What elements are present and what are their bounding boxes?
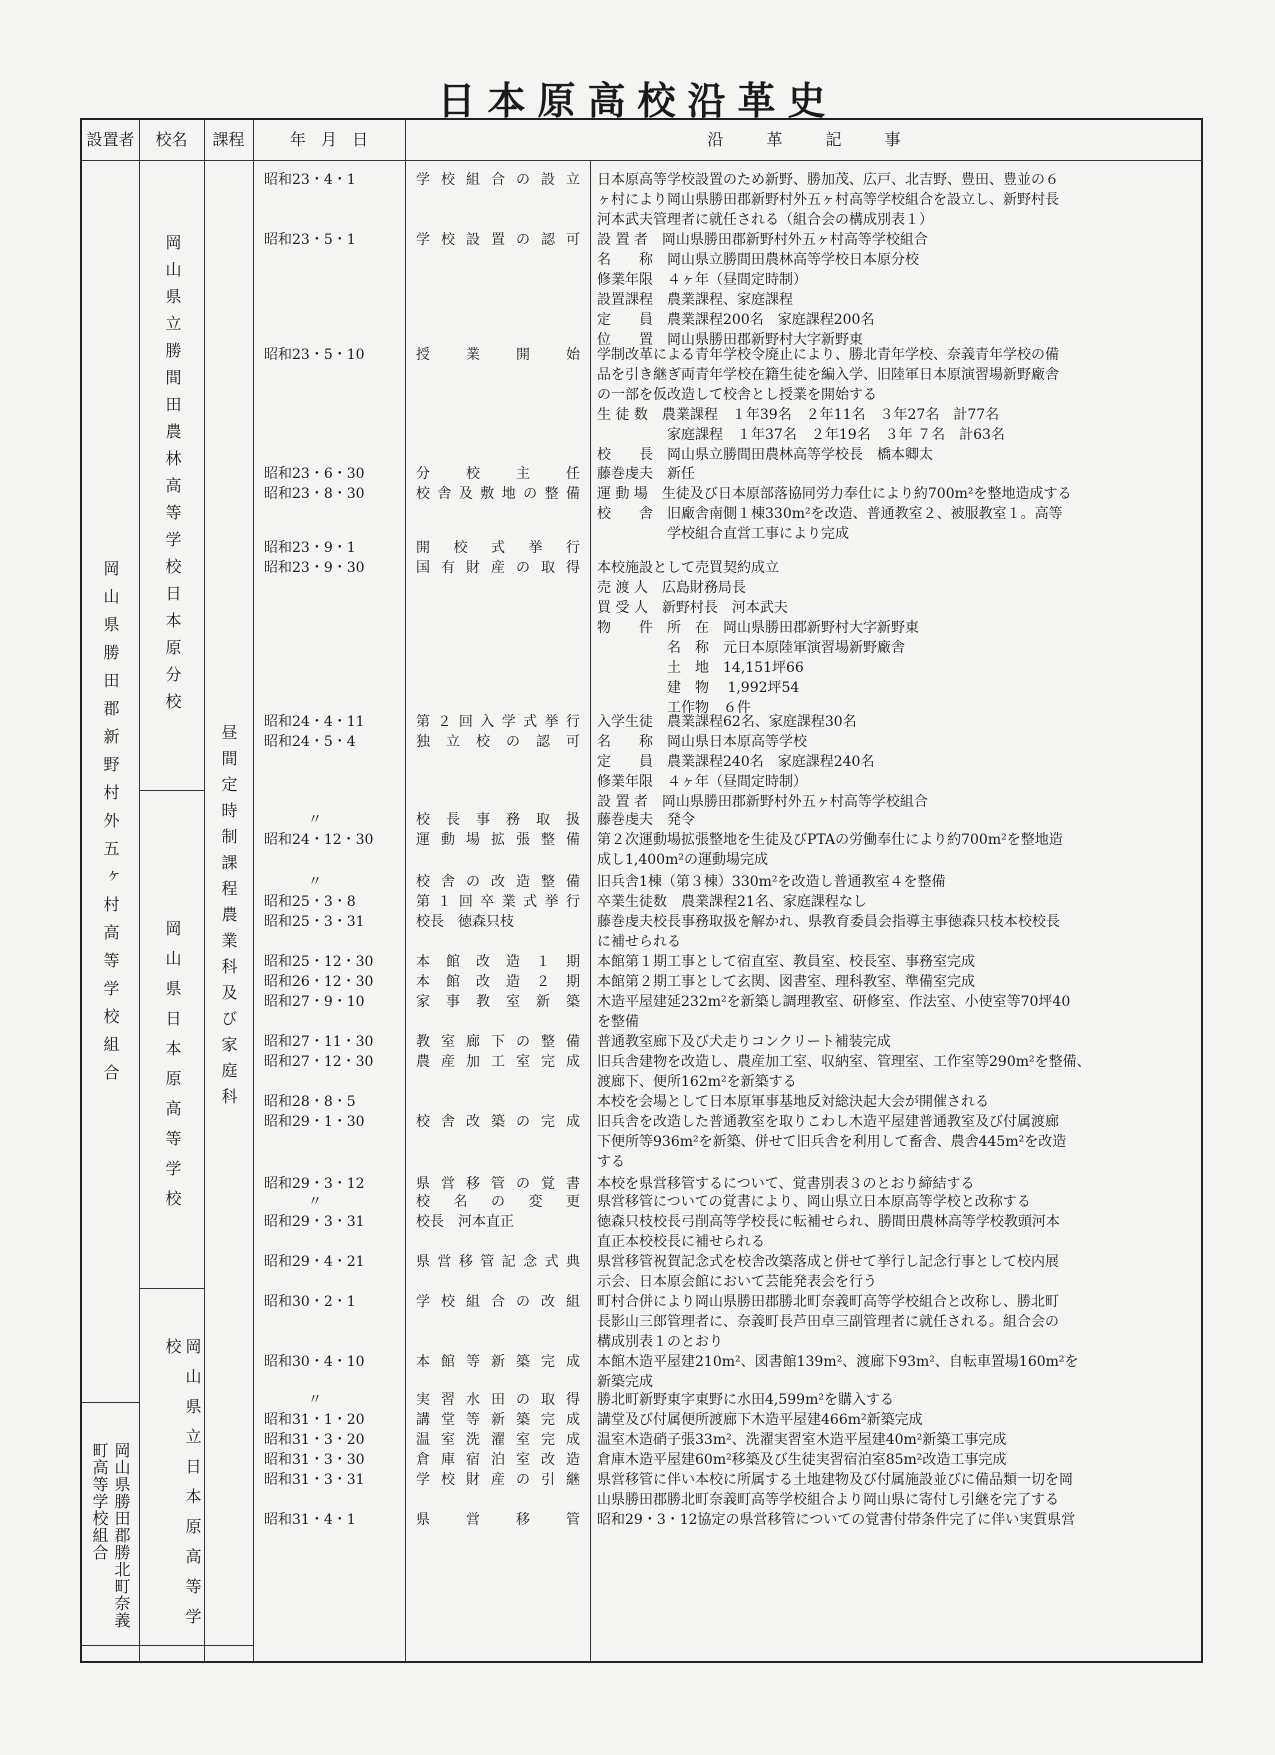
row-event: 授業開始 — [416, 347, 580, 363]
detail-line: 品を引き継ぎ両青年学校在籍生徒を編入学、旧陸軍日本原演習場新野廠舎 — [597, 367, 1059, 383]
row-event: 学校設置の認可 — [416, 232, 580, 248]
detail-line: 生 徒 数 農業課程 １年39名 ２年11名 ３年27名 計77名 — [597, 407, 1000, 423]
detail-line: 名 称 岡山県立勝間田農林高等学校日本原分校 — [597, 252, 919, 268]
header-school: 校名 — [155, 130, 188, 149]
detail-line: 土 地 14,151坪66 — [597, 660, 804, 676]
detail-line: 買 受 人 新野村長 河本武夫 — [597, 600, 788, 616]
row-date: 昭和23・4・1 — [264, 172, 356, 188]
row-details — [597, 1112, 1195, 1172]
detail-line: 修業年限 ４ヶ年（昼間定時制） — [597, 774, 807, 790]
row-event: 県営移管の覚書 — [416, 1176, 580, 1192]
row-date: 昭和23・8・30 — [264, 486, 365, 502]
detail-line: 学制改革による青年学校令廃止により、勝北青年学校、奈義青年学校の備 — [597, 347, 1059, 363]
row-details — [597, 558, 1195, 718]
column-divider — [590, 160, 591, 1661]
row-details — [597, 1470, 1195, 1510]
row-date: 昭和31・3・31 — [264, 1472, 365, 1488]
row-details — [597, 952, 1195, 972]
detail-line: 運 動 場 生徒及び日本原部落協同労力奉仕により約700m²を整地造成する — [597, 486, 1072, 502]
row-details — [597, 992, 1195, 1032]
detail-line: 河本武夫管理者に就任される（組合会の構成別表１） — [597, 212, 933, 228]
row-event: 温室洗濯室完成 — [416, 1432, 580, 1448]
detail-line: 売 渡 人 広島財務局長 — [597, 580, 746, 596]
detail-line: 設 置 者 岡山県勝田郡新野村外五ヶ村高等学校組合 — [597, 794, 928, 810]
row-date: 〃 — [308, 874, 322, 890]
school-1: 岡山県立勝間田農林高等学校日本原分校 — [163, 234, 182, 720]
detail-line: に補せられる — [597, 934, 681, 950]
row-event: 第２回入学式挙行 — [416, 714, 580, 730]
detail-line: 県営移管祝賀記念式を校舎改築落成と併せて挙行し記念行事として校内展 — [597, 1254, 1059, 1270]
row-details — [597, 1252, 1195, 1292]
detail-line: 旧兵舎1棟（第３棟）330m²を改造し普通教室４を整備 — [597, 874, 946, 890]
row-details — [597, 892, 1195, 912]
detail-line: 工作物 ６件 — [597, 700, 751, 716]
detail-line: 定 員 農業課程200名 家庭課程200名 — [597, 312, 875, 328]
row-event: 分校主任 — [416, 466, 580, 482]
row-details — [597, 810, 1195, 830]
detail-line: ヶ村により岡山県勝田郡新野村外五ヶ村高等学校組合を設立し、新野村長 — [597, 192, 1059, 208]
founder-2: 岡山県勝田郡勝北町奈義町高等学校組合 — [90, 1442, 131, 1629]
history-table — [80, 118, 1203, 1663]
row-date: 昭和23・9・1 — [264, 540, 356, 556]
detail-line: 修業年限 ４ヶ年（昼間定時制） — [597, 272, 807, 288]
row-details — [597, 912, 1195, 952]
row-details — [597, 345, 1195, 465]
detail-line: 成し1,400m²の運動場完成 — [597, 852, 768, 868]
row-event: 第１回卒業式挙行 — [416, 894, 580, 910]
row-event: 独立校の認可 — [416, 734, 580, 750]
row-details — [597, 830, 1195, 870]
detail-line: 設 置 者 岡山県勝田郡新野村外五ヶ村高等学校組合 — [597, 232, 928, 248]
detail-line: 講堂及び付属便所渡廊下木造平屋建466m²新築完成 — [597, 1412, 923, 1428]
detail-line: 徳森只枝校長弓削高等学校長に転補せられ、勝間田農林高等学校教頭河本 — [597, 1214, 1060, 1230]
row-details — [597, 872, 1195, 892]
detail-line: 設置課程 農業課程、家庭課程 — [597, 292, 793, 308]
detail-line: 県営移管についての覚書により、岡山県立日本原高等学校と改称する — [597, 1194, 1031, 1210]
detail-line: 本館第１期工事として宿直室、教員室、校長室、事務室完成 — [597, 954, 975, 970]
row-event: 国有財産の取得 — [416, 560, 580, 576]
row-date: 昭和31・3・30 — [264, 1452, 365, 1468]
row-details — [597, 1212, 1195, 1252]
row-event: 学校財産の引継 — [416, 1472, 580, 1488]
row-event: 講堂等新築完成 — [416, 1412, 580, 1428]
detail-line: 温室木造硝子張33m²、洗濯実習室木造平屋建40m²新築工事完成 — [597, 1432, 1007, 1448]
row-date: 昭和27・9・10 — [264, 994, 365, 1010]
detail-line: 本館木造平屋建210m²、図書館139m²、渡廊下93m²、自転車置場160m²を — [597, 1354, 1079, 1370]
row-event: 校舎改築の完成 — [416, 1114, 580, 1130]
row-details — [597, 1292, 1195, 1352]
row-event: 学校組合の改組 — [416, 1294, 580, 1310]
detail-line: 旧兵舎建物を改造し、農産加工室、収納室、管理室、工作室等290m²を整備、 — [597, 1054, 1091, 1070]
row-details — [597, 1192, 1195, 1212]
row-event: 本館等新築完成 — [416, 1354, 580, 1370]
header-founder: 設置者 — [86, 130, 135, 149]
detail-line: 下便所等936m²を新築、併せて旧兵舎を利用して畜舎、農舎445m²を改造 — [597, 1134, 1067, 1150]
founder-1: 岡山県勝田郡新野村外五ヶ村高等学校組合 — [101, 560, 120, 1092]
row-date: 昭和23・5・10 — [264, 347, 365, 363]
header-divider — [82, 160, 1203, 161]
row-event: 学校組合の設立 — [416, 172, 580, 188]
row-date: 昭和24・4・11 — [264, 714, 365, 730]
detail-line: 本校を県営移管するについて、覚書別表３のとおり締結する — [597, 1176, 975, 1192]
detail-line: 渡廊下、便所162m²を新築する — [597, 1074, 797, 1090]
detail-line: 木造平屋建延232m²を新築し調理教室、研修室、作法室、小使室等70坪40 — [597, 994, 1071, 1010]
detail-line: 本校を会場として日本原軍事基地反対総決起大会が開催される — [597, 1094, 989, 1110]
row-details — [597, 1052, 1195, 1092]
row-event: 校舎の改造整備 — [416, 874, 580, 890]
row-date: 昭和29・3・31 — [264, 1214, 365, 1230]
row-event: 校舎及敷地の整備 — [416, 486, 580, 502]
row-event: 本館改造１期 — [416, 954, 580, 970]
row-event: 実習水田の取得 — [416, 1392, 580, 1408]
detail-line: 普通教室廊下及び犬走りコンクリート補装完成 — [597, 1034, 891, 1050]
row-date: 〃 — [308, 1392, 322, 1408]
detail-line: 入学生徒 農業課程62名、家庭課程30名 — [597, 714, 857, 730]
row-date: 昭和29・1・30 — [264, 1114, 365, 1130]
school-divider — [139, 1288, 204, 1289]
row-date: 昭和30・2・1 — [264, 1294, 356, 1310]
row-date: 昭和29・4・21 — [264, 1254, 365, 1270]
detail-line: 卒業生徒数 農業課程21名、家庭課程なし — [597, 894, 867, 910]
row-date: 昭和31・1・20 — [264, 1412, 365, 1428]
detail-line: 構成別表１のとおり — [597, 1334, 723, 1350]
row-event: 農産加工室完成 — [416, 1054, 580, 1070]
row-event: 教室廊下の整備 — [416, 1034, 580, 1050]
row-date: 昭和25・3・8 — [264, 894, 356, 910]
row-event: 校長事務取扱 — [416, 812, 580, 828]
row-details — [597, 1032, 1195, 1052]
detail-line: 旧兵舎を改造した普通教室を取りこわし木造平屋建普通教室及び付属渡廊 — [597, 1114, 1059, 1130]
founder-divider — [82, 1402, 139, 1403]
header-course: 課程 — [212, 130, 245, 149]
row-event: 校名の変更 — [416, 1194, 580, 1210]
row-details — [597, 1430, 1195, 1450]
detail-line: 物 件 所 在 岡山県勝田郡新野村大字新野東 — [597, 620, 919, 636]
row-date: 昭和29・3・12 — [264, 1176, 365, 1192]
row-date: 昭和24・5・4 — [264, 734, 356, 750]
row-date: 昭和27・11・30 — [264, 1034, 374, 1050]
row-details — [597, 972, 1195, 992]
school-3: 岡山県立日本原高等学校 — [163, 1338, 202, 1638]
row-details — [597, 1174, 1195, 1194]
detail-line: 新築完成 — [597, 1374, 653, 1390]
detail-line: 校 長 岡山県立勝間田農林高等学校長 橋本卿太 — [597, 447, 933, 463]
row-details — [597, 1410, 1195, 1430]
school-2: 岡山県日本原高等学校 — [163, 920, 182, 1220]
detail-line: 勝北町新野東字東野に水田4,599m²を購入する — [597, 1392, 894, 1408]
row-details — [597, 1352, 1195, 1392]
detail-line: 学校組合直営工事により完成 — [597, 526, 849, 542]
row-date: 昭和31・3・20 — [264, 1432, 365, 1448]
header-events: 沿 革 記 事 — [707, 130, 901, 149]
row-date: 〃 — [308, 812, 322, 828]
row-event: 倉庫宿泊室改造 — [416, 1452, 580, 1468]
detail-line: 長影山三郎管理者に、奈義町長芦田卓三副管理者に就任される。組合会の — [597, 1314, 1059, 1330]
row-date: 昭和23・6・30 — [264, 466, 365, 482]
row-date: 昭和25・12・30 — [264, 954, 374, 970]
row-event: 開校式挙行 — [416, 540, 580, 556]
row-event: 校長 徳森只枝 — [416, 914, 514, 930]
row-date: 〃 — [308, 1194, 322, 1210]
detail-line: 校 舎 旧廠舎南側１棟330m²を改造、普通教室２、被服教室１。高等 — [597, 506, 1063, 522]
column-divider — [139, 120, 140, 1661]
detail-line: 建 物 1,992坪54 — [597, 680, 800, 696]
detail-line: 示会、日本原会館において芸能発表会を行う — [597, 1274, 877, 1290]
row-date: 昭和24・12・30 — [264, 832, 374, 848]
row-details — [597, 712, 1195, 732]
detail-line: 藤巻虔夫校長事務取扱を解かれ、県教育委員会指導主事徳森只枝本校校長 — [597, 914, 1060, 930]
row-event: 家事教室新築 — [416, 994, 580, 1010]
detail-line: を整備 — [597, 1014, 639, 1030]
row-details — [597, 1390, 1195, 1410]
detail-line: 藤巻虔夫 発令 — [597, 812, 695, 828]
detail-line: 倉庫木造平屋建60m²移築及び生徒実習宿泊室85m²改造工事完成 — [597, 1452, 1007, 1468]
row-date: 昭和26・12・30 — [264, 974, 374, 990]
detail-line: 町村合併により岡山県勝田郡勝北町奈義町高等学校組合と改称し、勝北町 — [597, 1294, 1059, 1310]
row-date: 昭和23・5・1 — [264, 232, 356, 248]
row-details — [597, 484, 1195, 544]
row-details — [597, 230, 1195, 350]
school-divider — [139, 790, 204, 791]
header-date: 年 月 日 — [289, 130, 369, 149]
row-date: 昭和25・3・31 — [264, 914, 365, 930]
row-date: 昭和31・4・1 — [264, 1512, 356, 1528]
course-label: 昼間定時制課程農業科及び家庭科 — [219, 724, 238, 1114]
row-event: 県営移管記念式典 — [416, 1254, 580, 1270]
row-details — [597, 170, 1195, 230]
detail-line: 山県勝田郡勝北町奈義町高等学校組合より岡山県に寄付し引継を完了する — [597, 1492, 1059, 1508]
detail-line: 県営移管に伴い本校に所属する土地建物及び付属施設並びに備品類一切を岡 — [597, 1472, 1073, 1488]
row-details — [597, 464, 1195, 484]
detail-line: 直正本校校長に補せられる — [597, 1234, 765, 1250]
row-date: 昭和28・8・5 — [264, 1094, 356, 1110]
detail-line: する — [597, 1154, 625, 1170]
row-event: 運動場拡張整備 — [416, 832, 580, 848]
row-event: 本館改造２期 — [416, 974, 580, 990]
detail-line: 家庭課程 １年37名 ２年19名 ３年 ７名 計63名 — [597, 427, 1005, 443]
row-date: 昭和30・4・10 — [264, 1354, 365, 1370]
detail-line: 名 称 岡山県日本原高等学校 — [597, 734, 807, 750]
detail-line: の一部を仮改造して校舎とし授業を開始する — [597, 387, 877, 403]
detail-line: 昭和29・3・12協定の県営移管についての覚書付帯条件完了に伴い実質県営 — [597, 1512, 1076, 1528]
detail-line: 日本原高等学校設置のため新野、勝加茂、広戸、北吉野、豊田、豊並の６ — [597, 172, 1059, 188]
detail-line: 位 置 岡山県勝田郡新野村大字新野東 — [597, 332, 863, 348]
row-details — [597, 1092, 1195, 1112]
detail-line: 本校施設として売買契約成立 — [597, 560, 779, 576]
detail-line: 藤巻虔夫 新任 — [597, 466, 695, 482]
column-divider — [253, 120, 254, 1661]
row-details — [597, 1510, 1195, 1530]
detail-line: 名 称 元日本原陸軍演習場新野廠舎 — [597, 640, 905, 656]
page-title: 日本原高校沿革史 — [437, 79, 838, 123]
row-event: 県営移管 — [416, 1512, 580, 1528]
column-divider — [204, 120, 205, 1661]
row-details — [597, 1450, 1195, 1470]
detail-line: 本館第２期工事として玄関、図書室、理科教室、準備室完成 — [597, 974, 975, 990]
row-event: 校長 河本直正 — [416, 1214, 514, 1230]
row-details — [597, 732, 1195, 812]
row-date: 昭和23・9・30 — [264, 560, 365, 576]
detail-line: 定 員 農業課程240名 家庭課程240名 — [597, 754, 875, 770]
row-date: 昭和27・12・30 — [264, 1054, 374, 1070]
detail-line: 第２次運動場拡張整地を生徒及びPTAの労働奉仕により約700m²を整地造 — [597, 832, 1063, 848]
